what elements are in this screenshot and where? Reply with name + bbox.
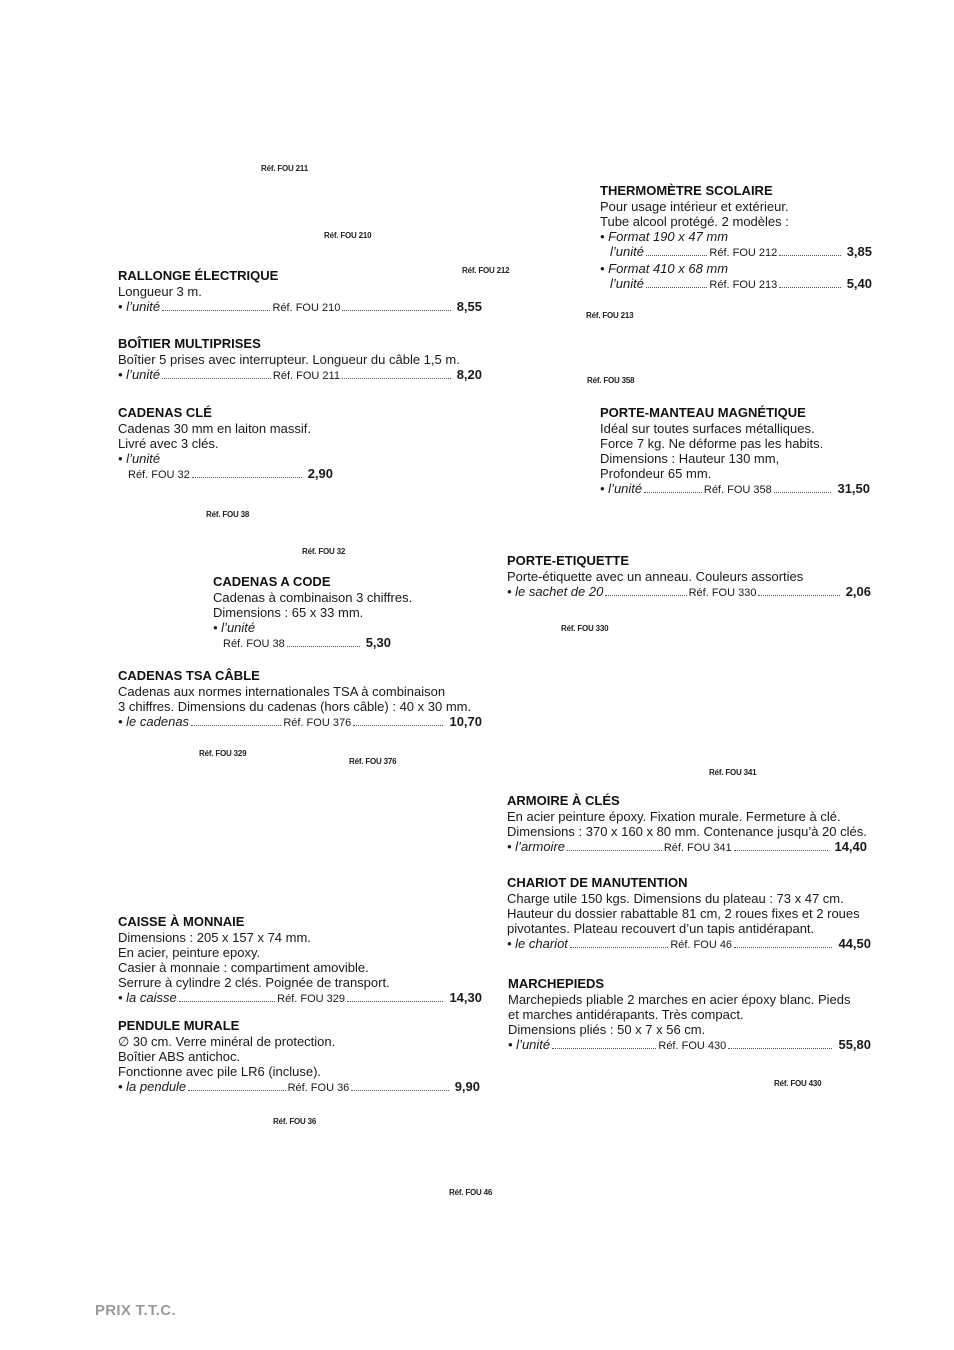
price-value: 31,50 — [837, 481, 871, 496]
ref-tag-fou46: Réf. FOU 46 — [449, 1188, 493, 1197]
price-row — [118, 299, 482, 316]
product-desc-line: Charge utile 150 kgs. Dimensions du plateau : 73 x 47 cm. — [507, 891, 844, 906]
price-row — [118, 367, 482, 384]
product-desc-line: Hauteur du dossier rabattable 81 cm, 2 roues fixes et 2 roues — [507, 906, 860, 921]
ref-tag-fou210: Réf. FOU 210 — [324, 231, 372, 240]
price-ref: Réf. FOU 358 — [703, 484, 772, 496]
price-value: 8,55 — [456, 299, 482, 314]
product-title: CADENAS A CODE — [213, 574, 331, 589]
product-title: MARCHEPIEDS — [508, 976, 605, 991]
leader-dots — [567, 850, 662, 851]
price-row — [507, 839, 867, 856]
product-desc-line: Marchepieds pliable 2 marches en acier époxy blanc. Pieds — [508, 992, 851, 1007]
ref-tag-fou213: Réf. FOU 213 — [586, 311, 634, 320]
price-unit: • le cadenas — [118, 714, 190, 729]
ref-tag-fou38: Réf. FOU 38 — [206, 510, 250, 519]
price-unit: • l’armoire — [507, 839, 566, 854]
leader-dots — [192, 477, 302, 478]
product-desc-line: Dimensions : 205 x 157 x 74 mm. — [118, 930, 311, 945]
product-title: CADENAS TSA CÂBLE — [118, 668, 260, 683]
product-thermometre — [600, 183, 872, 293]
product-cadenas-code — [213, 574, 413, 652]
price-row — [600, 276, 872, 293]
price-value: 2,06 — [845, 584, 872, 599]
product-desc-line: En acier peinture époxy. Fixation murale. Fermeture à clé. — [507, 809, 841, 824]
price-row — [600, 244, 872, 261]
product-title: CAISSE À MONNAIE — [118, 914, 245, 929]
leader-dots — [191, 725, 281, 726]
ref-tag-fou36: Réf. FOU 36 — [273, 1117, 317, 1126]
product-chariot — [507, 875, 871, 953]
product-title: BOÎTIER MULTIPRISES — [118, 336, 261, 351]
price-value: 5,40 — [846, 276, 873, 291]
price-value: 55,80 — [838, 1037, 872, 1052]
leader-dots — [728, 1048, 832, 1049]
price-ref: Réf. FOU 341 — [663, 842, 732, 854]
product-rallonge — [118, 268, 482, 316]
price-value: 9,90 — [454, 1079, 481, 1094]
product-desc-line: Longueur 3 m. — [118, 284, 202, 299]
price-row — [118, 1079, 480, 1096]
leader-dots — [734, 850, 829, 851]
ref-tag-fou32: Réf. FOU 32 — [302, 547, 346, 556]
price-row — [600, 481, 870, 498]
ref-tag-fou212: Réf. FOU 212 — [462, 266, 510, 275]
price-ref: Réf. FOU 210 — [272, 302, 341, 314]
price-unit: • l’unité — [118, 367, 161, 382]
price-row — [118, 466, 333, 483]
leader-dots — [342, 310, 450, 311]
price-row — [507, 584, 871, 601]
price-row — [213, 635, 391, 652]
price-value: 5,30 — [365, 635, 391, 650]
price-value: 8,20 — [456, 367, 482, 382]
leader-dots — [188, 1090, 285, 1091]
ref-tag-fou358: Réf. FOU 358 — [587, 376, 635, 385]
price-row — [508, 1037, 871, 1054]
ref-tag-fou211: Réf. FOU 211 — [261, 164, 308, 173]
leader-dots — [644, 492, 702, 493]
price-value: 14,40 — [834, 839, 868, 854]
product-desc-line: Cadenas aux normes internationales TSA à combinaison — [118, 684, 446, 699]
product-title: CADENAS CLÉ — [118, 405, 212, 420]
price-unit: • l’unité — [600, 481, 643, 496]
ref-tag-fou341: Réf. FOU 341 — [709, 768, 757, 777]
leader-dots — [351, 1090, 448, 1091]
leader-dots — [287, 646, 360, 647]
price-ref: Réf. FOU 430 — [658, 1040, 727, 1052]
product-title: PORTE-ETIQUETTE — [507, 553, 630, 568]
product-caisse — [118, 914, 482, 1007]
product-desc-line: Casier à monnaie : compartiment amovible. — [118, 960, 369, 975]
price-unit: • l’unité — [118, 451, 161, 466]
product-title: PENDULE MURALE — [118, 1018, 240, 1033]
price-row — [507, 936, 871, 953]
price-ref: Réf. FOU 330 — [688, 587, 757, 599]
price-ref: Réf. FOU 212 — [709, 247, 778, 259]
price-unit: l’unité — [610, 244, 644, 259]
product-desc-line: Cadenas 30 mm en laiton massif. — [118, 421, 311, 436]
price-value: 14,30 — [449, 990, 482, 1005]
price-unit: • la caisse — [118, 990, 177, 1005]
leader-dots — [162, 378, 271, 379]
product-desc-line: Fonctionne avec pile LR6 (incluse). — [118, 1064, 322, 1079]
leader-dots — [646, 255, 707, 256]
price-unit: l’unité — [610, 276, 644, 291]
leader-dots — [734, 947, 832, 948]
leader-dots — [162, 310, 270, 311]
price-ref: Réf. FOU 329 — [277, 993, 346, 1005]
product-desc-line: Profondeur 65 mm. — [600, 466, 712, 481]
product-desc-line: ∅ 30 cm. Verre minéral de protection. — [118, 1034, 336, 1049]
product-desc-line: Tube alcool protégé. 2 modèles : — [600, 214, 789, 229]
product-desc-line: Boîtier 5 prises avec interrupteur. Longueur du câble 1,5 m. — [118, 352, 460, 367]
product-desc-line: Porte-étiquette avec un anneau. Couleurs assorties — [507, 569, 804, 584]
ref-tag-fou330: Réf. FOU 330 — [561, 624, 609, 633]
product-cadenas-cle — [118, 405, 333, 483]
product-desc-line: Dimensions : 65 x 33 mm. — [213, 605, 364, 620]
price-ref: Réf. FOU 32 — [128, 469, 190, 481]
price-ref: Réf. FOU 211 — [272, 370, 340, 382]
leader-dots — [758, 595, 839, 596]
leader-dots — [347, 1001, 443, 1002]
price-row — [118, 714, 482, 731]
leader-dots — [342, 378, 451, 379]
price-value: 44,50 — [838, 936, 871, 951]
price-ref: Réf. FOU 213 — [709, 279, 778, 291]
product-multiprises — [118, 336, 482, 384]
product-desc-line: Dimensions : 370 x 160 x 80 mm. Contenance jusqu’à 20 clés. — [507, 824, 867, 839]
product-desc-line: Boîtier ABS antichoc. — [118, 1049, 241, 1064]
ref-tag-fou376: Réf. FOU 376 — [349, 757, 397, 766]
product-desc-line: Dimensions pliés : 50 x 7 x 56 cm. — [508, 1022, 706, 1037]
product-desc-line: Cadenas à combinaison 3 chiffres. — [213, 590, 413, 605]
product-title: RALLONGE ÉLECTRIQUE — [118, 268, 279, 283]
price-unit: • le sachet de 20 — [507, 584, 604, 599]
price-ref: Réf. FOU 376 — [283, 717, 352, 729]
price-value: 3,85 — [846, 244, 873, 259]
product-porte-etiquette — [507, 553, 871, 601]
price-ref: Réf. FOU 36 — [287, 1082, 350, 1094]
product-desc-line: En acier, peinture epoxy. — [118, 945, 261, 960]
price-ref: Réf. FOU 46 — [670, 939, 733, 951]
price-unit: • le chariot — [507, 936, 568, 951]
product-desc-line: 3 chiffres. Dimensions du cadenas (hors câble) : 40 x 30 mm. — [118, 699, 472, 714]
price-ref: Réf. FOU 38 — [223, 638, 285, 650]
product-desc-line: Idéal sur toutes surfaces métalliques. — [600, 421, 815, 436]
product-porte-manteau — [600, 405, 870, 498]
product-title: CHARIOT DE MANUTENTION — [507, 875, 688, 890]
price-unit: • l’unité — [508, 1037, 551, 1052]
price-unit: • la pendule — [118, 1079, 187, 1094]
footer-price-note: PRIX T.T.C. — [95, 1302, 176, 1319]
product-desc-line: Dimensions : Hauteur 130 mm, — [600, 451, 780, 466]
product-option: • Format 410 x 68 mm — [600, 261, 729, 276]
product-desc-line: Force 7 kg. Ne déforme pas les habits. — [600, 436, 824, 451]
leader-dots — [179, 1001, 275, 1002]
leader-dots — [353, 725, 443, 726]
product-title: THERMOMÈTRE SCOLAIRE — [600, 183, 773, 198]
leader-dots — [646, 287, 707, 288]
product-desc-line: Serrure à cylindre 2 clés. Poignée de transport. — [118, 975, 390, 990]
product-armoire — [507, 793, 867, 856]
product-cadenas-tsa — [118, 668, 482, 731]
ref-tag-fou329: Réf. FOU 329 — [199, 749, 247, 758]
ref-tag-fou430: Réf. FOU 430 — [774, 1079, 822, 1088]
product-desc-line: pivotantes. Plateau recouvert d’un tapis antidérapant. — [507, 921, 815, 936]
price-unit: • l’unité — [118, 299, 161, 314]
price-row — [118, 990, 482, 1007]
price-value: 10,70 — [449, 714, 483, 729]
product-option: • Format 190 x 47 mm — [600, 229, 729, 244]
price-unit: • l’unité — [213, 620, 256, 635]
leader-dots — [779, 255, 840, 256]
leader-dots — [779, 287, 840, 288]
product-marchepieds — [508, 976, 871, 1054]
leader-dots — [605, 595, 686, 596]
leader-dots — [570, 947, 668, 948]
leader-dots — [552, 1048, 656, 1049]
leader-dots — [774, 492, 832, 493]
product-desc-line: Pour usage intérieur et extérieur. — [600, 199, 789, 214]
price-value: 2,90 — [307, 466, 333, 481]
product-title: PORTE-MANTEAU MAGNÉTIQUE — [600, 405, 806, 420]
product-pendule — [118, 1018, 480, 1096]
product-desc-line: Livré avec 3 clés. — [118, 436, 219, 451]
product-desc-line: et marches antidérapants. Très compact. — [508, 1007, 744, 1022]
product-title: ARMOIRE À CLÉS — [507, 793, 620, 808]
